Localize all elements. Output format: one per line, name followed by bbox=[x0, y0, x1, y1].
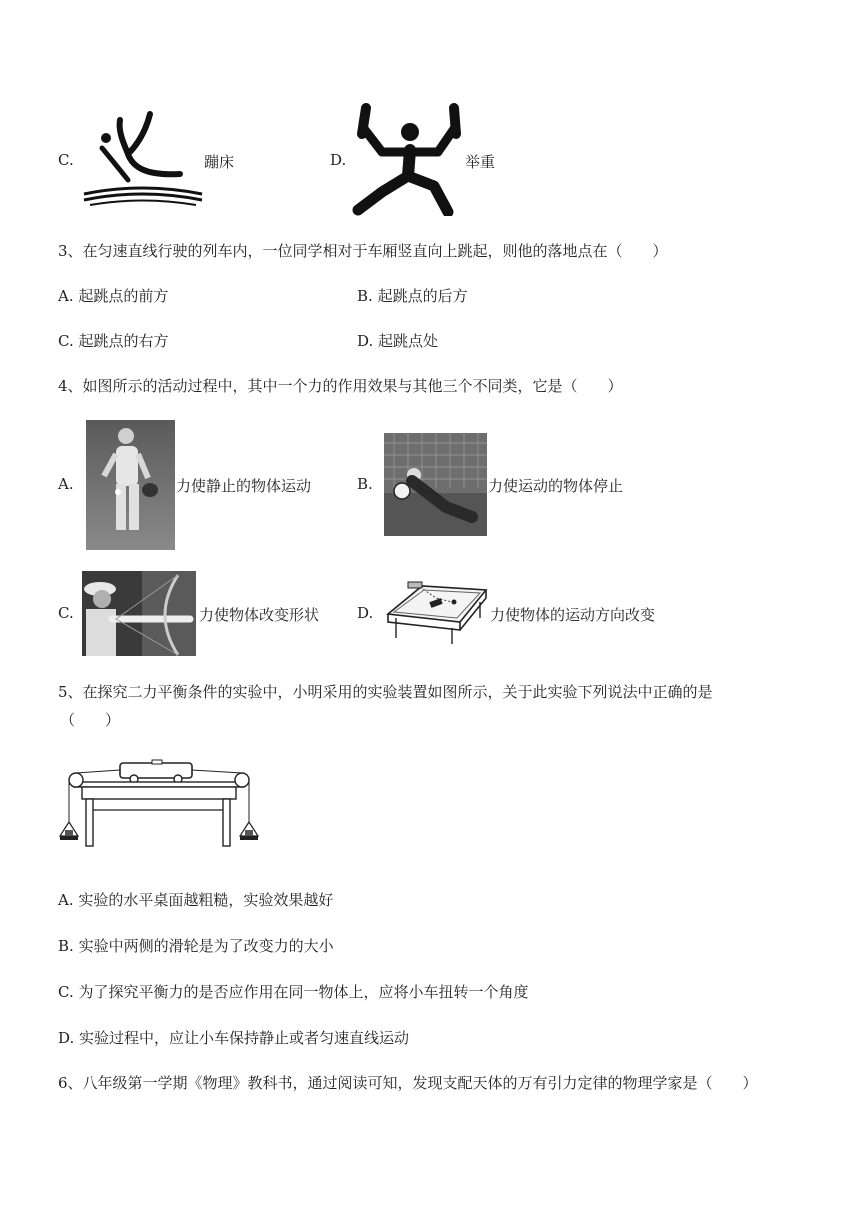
q4-option-a-letter: A. bbox=[58, 475, 74, 493]
q3-option-b: B. 起跳点的后方 bbox=[357, 287, 468, 305]
option-c-letter: C. bbox=[58, 151, 74, 169]
archer-drawing-bow-photo bbox=[82, 571, 196, 656]
q5-option-a: A. 实验的水平桌面越粗糙，实验效果越好 bbox=[58, 891, 334, 909]
trampoline-pictogram-icon bbox=[80, 108, 204, 210]
q4-option-a-text: 力使静止的物体运动 bbox=[176, 477, 312, 495]
q4-option-c-text: 力使物体改变形状 bbox=[199, 606, 320, 624]
q5-stem-line2: （ ） bbox=[60, 711, 121, 729]
q4-option-d-text: 力使物体的运动方向改变 bbox=[490, 606, 656, 624]
q5-option-c: C. 为了探究平衡力的是否应作用在同一物体上，应将小车扭转一个角度 bbox=[58, 983, 529, 1001]
q3-option-c: C. 起跳点的右方 bbox=[58, 332, 169, 350]
q4-option-c-letter: C. bbox=[58, 604, 74, 622]
option-c-label: 蹦床 bbox=[204, 153, 235, 171]
option-d-letter: D. bbox=[330, 151, 347, 169]
q5-option-d: D. 实验过程中，应让小车保持静止或者匀速直线运动 bbox=[58, 1029, 410, 1047]
q4-stem: 4、如图所示的活动过程中，其中一个力的作用效果与其他三个不同类，它是（ ） bbox=[58, 377, 623, 395]
q6-stem: 6、八年级第一学期《物理》教科书，通过阅读可知，发现支配天体的万有引力定律的物理学家是（ ） bbox=[58, 1074, 758, 1092]
weightlifting-pictogram-icon bbox=[352, 102, 464, 216]
magnet-deflecting-ball-diagram bbox=[382, 578, 490, 646]
q3-option-a: A. 起跳点的前方 bbox=[58, 287, 169, 305]
q5-option-b: B. 实验中两侧的滑轮是为了改变力的大小 bbox=[58, 937, 334, 955]
q4-option-b-text: 力使运动的物体停止 bbox=[488, 477, 624, 495]
q4-option-d-letter: D. bbox=[357, 604, 374, 622]
baseball-pitcher-photo bbox=[86, 420, 175, 550]
q3-option-d: D. 起跳点处 bbox=[357, 332, 439, 350]
q4-option-b-letter: B. bbox=[357, 475, 373, 493]
option-d-label: 举重 bbox=[465, 153, 496, 171]
goalkeeper-catching-ball-photo bbox=[384, 433, 487, 536]
q5-stem-line1: 5、在探究二力平衡条件的实验中，小明采用的实验装置如图所示，关于此实验下列说法中正确的是 bbox=[58, 683, 713, 701]
cart-on-table-with-pulleys-and-weights bbox=[56, 758, 262, 850]
q3-stem: 3、在匀速直线行驶的列车内，一位同学相对于车厢竖直向上跳起，则他的落地点在（ ） bbox=[58, 242, 668, 260]
